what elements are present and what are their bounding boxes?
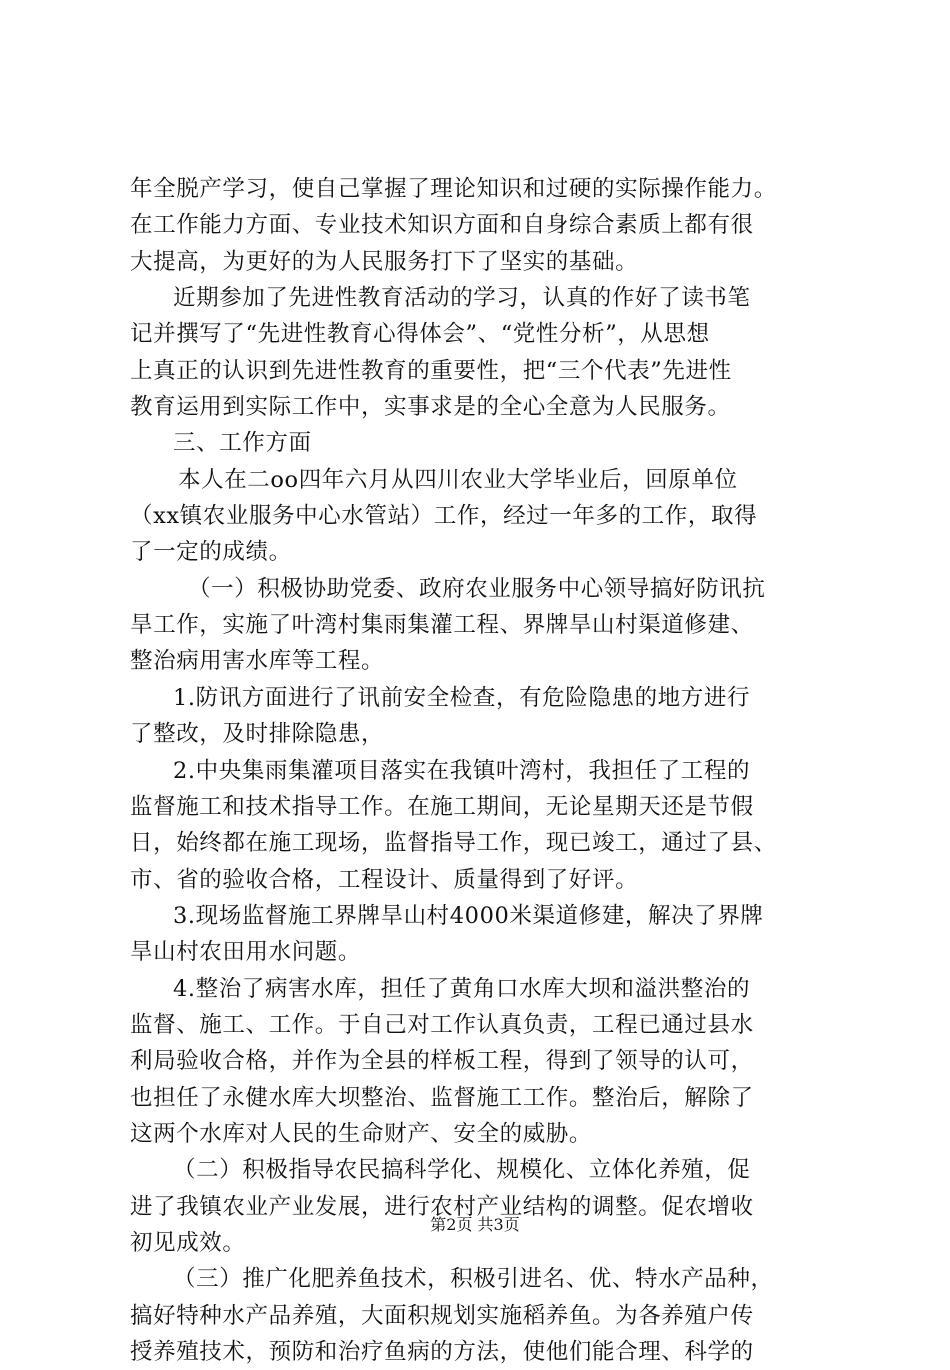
text-line: 这两个水库对人民的生命财产、安全的威胁。 [130, 1120, 593, 1147]
paragraph-start-line: 3.现场监督施工界牌旱山村4000米渠道修建，解决了界牌 [173, 902, 764, 929]
paragraph-start-line: （二）积极指导农民搞科学化、规模化、立体化养殖，促 [173, 1157, 751, 1184]
text-line: 进了我镇农业产业发展，进行农村产业结构的调整。促农增收 [130, 1193, 754, 1220]
text-line: 授养殖技术，预防和治疗鱼病的方法，使他们能合理、科学的 [130, 1339, 754, 1365]
paragraph-start-line: 近期参加了先进性教育活动的学习，认真的作好了读书笔 [173, 285, 751, 312]
paragraph-start-line: 2.中央集雨集灌项目落实在我镇叶湾村，我担任了工程的 [173, 757, 751, 784]
paragraph-start-line: （一）积极协助党委、政府农业服务中心领导搞好防讯抗 [188, 575, 766, 602]
paragraph-start-line: 4.整治了病害水库，担任了黄角口水库大坝和溢洪整治的 [173, 975, 751, 1002]
text-line: 记并撰写了“先进性教育心得体会”、“党性分析”，从思想 [130, 321, 710, 348]
text-line: 旱工作，实施了叶湾村集雨集灌工程、界牌旱山村渠道修建、 [130, 612, 754, 639]
text-line: 日，始终都在施工现场，监督指导工作，现已竣工，通过了县、 [130, 830, 777, 857]
text-line: 整治病用害水库等工程。 [130, 648, 385, 675]
section-heading: 三、工作方面 [173, 430, 312, 457]
body-text [130, 171, 830, 1370]
text-line: 监督施工和技术指导工作。在施工期间，无论星期天还是节假 [130, 793, 754, 820]
text-line: 教育运用到实际工作中，实事求是的全心全意为人民服务。 [130, 394, 731, 421]
text-line: （xx镇农业服务中心水管站）工作，经过一年多的工作，取得 [130, 503, 758, 530]
text-line: 监督、施工、工作。于自己对工作认真负责，工程已通过县水 [130, 1011, 754, 1038]
text-line: 搞好特种水产品养殖，大面积规划实施稻养鱼。为各养殖户传 [130, 1302, 754, 1329]
text-line: 市、省的验收合格，工程设计、质量得到了好评。 [130, 866, 639, 893]
text-line: 年全脱产学习，使自己掌握了理论知识和过硬的实际操作能力。 [130, 176, 777, 202]
text-line: 了整改，及时排除隐患， [130, 721, 385, 748]
text-line: 大提高，为更好的为人民服务打下了坚实的基础。 [130, 248, 639, 275]
text-line: 利局验收合格，并作为全县的样板工程，得到了领导的认可， [130, 1048, 754, 1075]
paragraph-start-line: （三）推广化肥养鱼技术，积极引进名、优、特水产品种， [173, 1266, 774, 1293]
text-line: 了一定的成绩。 [130, 539, 292, 566]
page-number-footer: 第2页 共3页 [430, 1215, 520, 1234]
text-line: 也担任了永健水库大坝整治、监督施工工作。整治后，解除了 [130, 1084, 754, 1111]
paragraph-start-line: 本人在二oo四年六月从四川农业大学毕业后，回原单位 [178, 466, 738, 493]
text-line: 初见成效。 [130, 1229, 246, 1256]
text-line: 旱山村农田用水问题。 [130, 939, 362, 966]
text-line: 上真正的认识到先进性教育的重要性，把“三个代表”先进性 [130, 357, 732, 384]
text-line: 在工作能力方面、专业技术知识方面和自身综合素质上都有很 [130, 212, 754, 239]
paragraph-start-line: 1.防讯方面进行了讯前安全检查，有危险隐患的地方进行 [173, 684, 751, 711]
